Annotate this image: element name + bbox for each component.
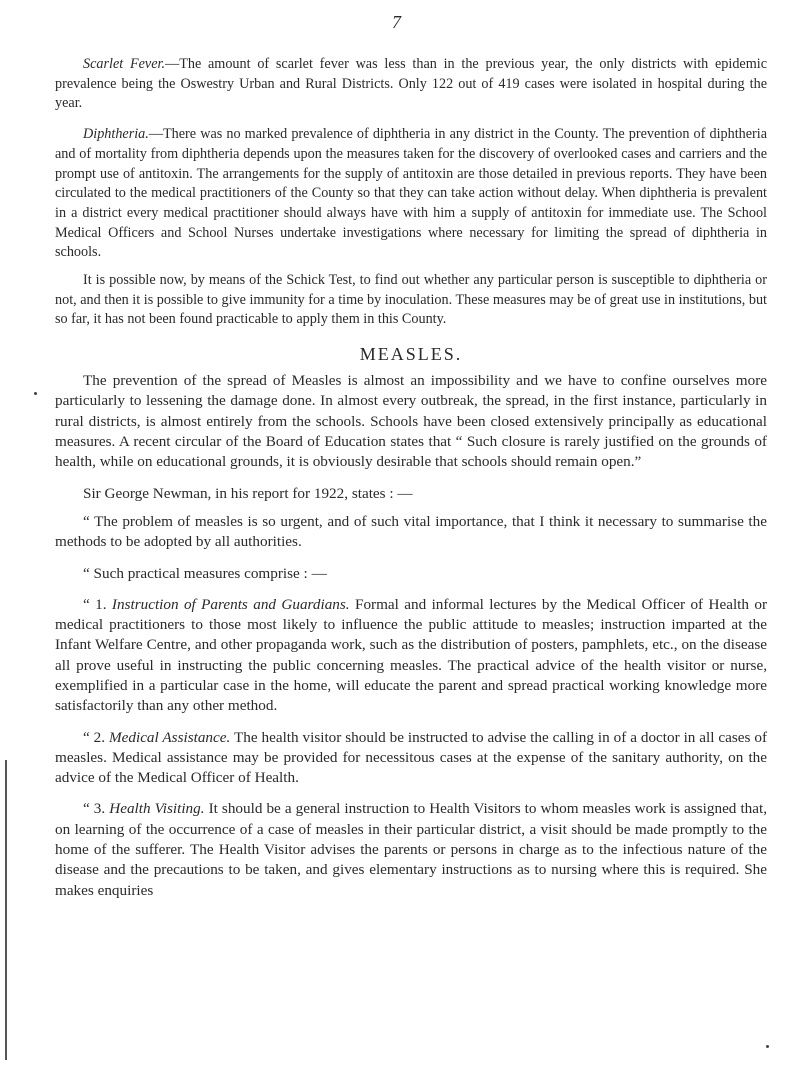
diphtheria-title: Diphtheria. <box>83 126 149 143</box>
scan-speck <box>766 1045 769 1048</box>
scarlet-fever-title: Scarlet Fever. <box>83 56 165 72</box>
measles-section <box>55 371 767 901</box>
measles-quote-1: “ The problem of measles is so urgent, and of such vital importance, that I think it necessary to summarise the methods to be adopted by all authorities. <box>55 512 767 551</box>
item-3-title: Health Visiting. <box>109 800 205 818</box>
item-1-title: Instruction of Parents and Guardians. <box>111 595 350 613</box>
page-number: 7 <box>392 12 401 32</box>
item-2-title: Medical Assistance. <box>108 728 231 746</box>
item-1-text: Formal and informal lectures by the Medical Officer of Health or medical practitioners to those most likely to influence the public attitude to measles; instruction imparted at the Infant Welfare Centre, and other propaganda work, such as the distribution of posters, pamphlets, etc., on the disease all prove useful in instructing the public concerning measles. The practical advice of the health visitor or nurse, exemplified in a particular case in the home, will educate the parent and spread practical working knowledge more satisfactorily than any other method. <box>55 595 768 715</box>
item-3-text: It should be a general instruction to Health Visitors to whom measles work is assigned that, on learning of the occurrence of a case of measles in their particular district, a visit should be made promptly to the home of the sufferer. The Health Visitor advises the parents or persons in charge as to the infectious nature of the disease and the precautions to be taken, and gives elementary instructions as to nursing where this is required. She makes enquiries <box>55 800 768 899</box>
measles-paragraph-1: The prevention of the spread of Measles is almost an impossibility and we have to confine ourselves more particularly to lessening the damage done. In almost every outbreak, the spread, in the first instance, particularly in rural districts, is almost entirely from the schools. Schools have been closed extensively principally as educational measures. A recent circular of the Board of Education states that “ Such closure is rarely justified on the grounds of health, while on educational grounds, it is obviously desirable that schools should remain open.” <box>55 372 767 471</box>
item-2-text: The health visitor should be instructed to advise the calling in of a doctor in all cases of measles. Medical assistance may be provided for necessitous cases at the expense of the sanitary authority, on the advice of the Medical Officer of Health. <box>55 728 768 787</box>
page-body <box>55 55 767 901</box>
item-2-number: “ 2. <box>83 728 106 746</box>
scarlet-fever-paragraph <box>55 55 767 114</box>
measles-paragraph-2: Sir George Newman, in his report for 1922, states : — <box>83 484 413 502</box>
measles-quote-2: “ Such practical measures comprise : — <box>83 564 327 582</box>
scarlet-fever-text: —The amount of scarlet fever was less than in the previous year, the only districts with epidemic prevalence being the Oswestry Urban and Rural Districts. Only 122 out of 419 cases were isolated in hospital during the year. <box>55 56 767 112</box>
item-1-number: “ 1. <box>83 595 107 613</box>
diphtheria-paragraph-1 <box>55 125 767 263</box>
page-edge-shadow <box>5 760 7 1060</box>
measles-heading: MEASLES. <box>359 344 463 365</box>
measles-item-2 <box>55 728 767 789</box>
item-3-number: “ 3. <box>83 800 106 818</box>
diphtheria-paragraph-2: It is possible now, by means of the Schick Test, to find out whether any particular person is susceptible to diphtheria or not, and then it is possible to give immunity for a time by inoculation. These measures may be of great use in institutions, but so far, it has not been found practicable to apply them in this County. <box>55 272 767 328</box>
measles-item-3 <box>55 799 767 900</box>
scan-speck <box>34 392 37 395</box>
first-chunk <box>55 55 767 330</box>
diphtheria-text-1: —There was no marked prevalence of diphtheria in any district in the County. The prevention of diphtheria and of mortality from diphtheria depends upon the measures taken for the discovery of overlooked cases and carriers and the prompt use of antitoxin. The arrangements for the supply of antitoxin are those detailed in previous reports. They have been circulated to the medical practitioners of the County so that they can take action without delay. When diphtheria is prevalent in a district every medical practitioner should always have with him a supply of antitoxin for immediate use. The School Medical Officers and School Nurses undertake investigations where necessary for limiting the spread of diphtheria in schools. <box>55 126 767 261</box>
measles-item-1 <box>55 595 767 717</box>
